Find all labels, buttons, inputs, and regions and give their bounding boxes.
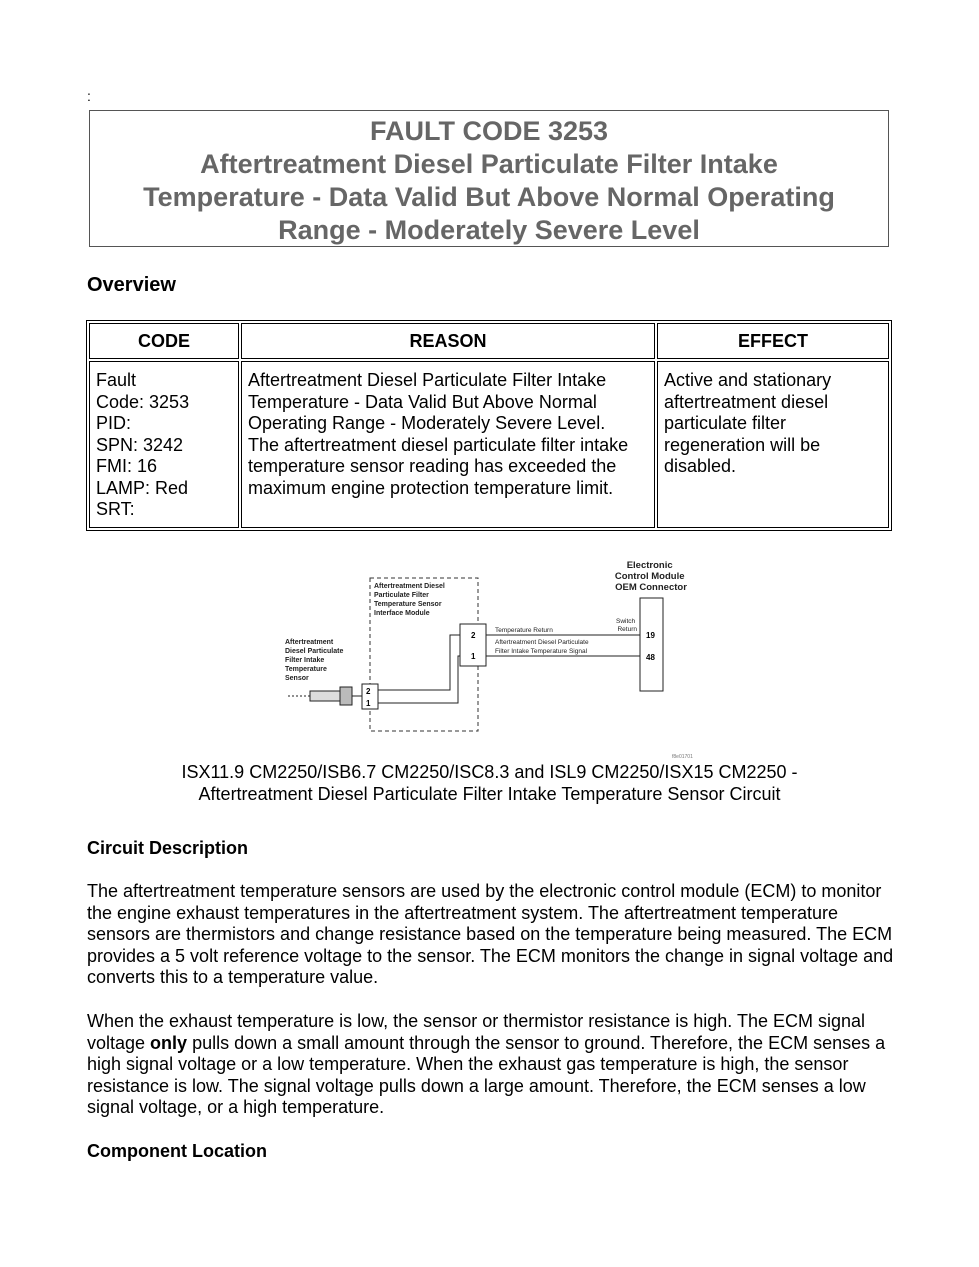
effect-line: aftertreatment diesel — [664, 391, 829, 412]
paragraph-2-text: When the exhaust temperature is low, the sensor or thermistor resistance is high. The ECM signal voltage — [87, 1011, 866, 1053]
code-line: FMI: 16 — [96, 456, 158, 476]
fault-overview-table — [86, 320, 892, 531]
signal-label-line: Filter Intake Temperature Signal — [495, 648, 588, 655]
reason-line: Aftertreatment Diesel Particulate Filter Intake — [248, 370, 607, 390]
interface-label-line: Aftertreatment Diesel — [374, 583, 445, 590]
code-line: Fault — [96, 370, 137, 390]
switch-return-label: Return — [617, 626, 637, 633]
caption-line-2: Aftertreatment Diesel Particulate Filter Intake Temperature Sensor Circuit — [198, 784, 781, 804]
table-header-row — [89, 323, 889, 359]
header-effect: EFFECT — [657, 323, 889, 359]
temperature-sensor-icon — [288, 687, 362, 705]
switch-return-label: Switch — [616, 618, 636, 625]
reason-cell — [241, 361, 655, 528]
code-line: Code: 3253 — [96, 391, 190, 412]
circuit-paragraph-2 — [87, 1011, 897, 1119]
table-row — [89, 361, 889, 528]
pin-48-label: 48 — [646, 653, 655, 662]
effect-line: regeneration will be — [664, 434, 821, 455]
code-line: SRT: — [96, 499, 135, 519]
leading-colon: : — [87, 88, 91, 104]
sensor-label-line: Sensor — [285, 675, 309, 682]
pin-19-label: 19 — [646, 631, 655, 640]
fault-code-title: FAULT CODE 3253 — [369, 116, 609, 146]
ecm-label-line: Control Module — [614, 571, 685, 582]
ecm-label-line: OEM Connector — [615, 582, 687, 593]
circuit-paragraph-1: The aftertreatment temperature sensors are used by the electronic control module (ECM) to monitor the engine exhaust temperatures in the aftertreatment system. The aftertreatment temperature sensors are thermistors and change resistance based on the temperature being measured. The ECM provides a 5 volt reference voltage to the sensor. The ECM monitors the change in signal voltage and converts this to a temperature value. — [87, 881, 894, 988]
ecm-connector — [640, 598, 663, 691]
caption-line-1: ISX11.9 CM2250/ISB6.7 CM2250/ISC8.3 and ISL9 CM2250/ISX15 CM2250 - — [181, 762, 798, 782]
reason-line: The aftertreatment diesel particulate filter intake — [248, 434, 629, 455]
effect-cell — [657, 361, 889, 528]
code-line: LAMP: Red — [96, 477, 189, 498]
ecm-label-line: Electronic — [626, 560, 673, 571]
code-cell — [89, 361, 239, 528]
effect-line: disabled. — [664, 456, 737, 476]
effect-line: Active and stationary — [664, 370, 832, 390]
reason-line: Temperature - Data Valid But Above Normal — [248, 391, 597, 412]
svg-text:Aftertreatment Diesel Part — [285, 639, 345, 682]
sensor-pin-1: 1 — [366, 699, 371, 708]
interface-pin-2: 2 — [471, 631, 476, 640]
circuit-diagram — [280, 556, 700, 766]
reason-line: maximum engine protection temperature limit. — [248, 477, 614, 498]
fault-title-line-4: Range - Moderately Severe Level — [278, 215, 700, 245]
interface-label-line: Interface Module — [374, 610, 430, 617]
sensor-label-line: Filter Intake — [285, 657, 325, 664]
svg-text:Aftertreatment Diesel Part — [374, 583, 447, 617]
code-line: SPN: 3242 — [96, 434, 184, 455]
svg-text:Aftertreatment Diesel Particul — [495, 639, 590, 655]
interface-pin-1: 1 — [471, 652, 476, 661]
interface-label-line: Temperature Sensor — [374, 601, 442, 608]
sensor-label-line: Temperature — [285, 666, 327, 673]
signal-label-line: Aftertreatment Diesel Particulate — [495, 639, 589, 646]
fault-title-box — [89, 110, 889, 247]
svg-text:Switch Return — [616, 618, 637, 633]
sensor-wire-1 — [378, 656, 460, 703]
diagram-caption — [87, 761, 892, 805]
header-code: CODE — [89, 323, 239, 359]
reason-line: temperature sensor reading has exceeded the — [248, 456, 617, 476]
paragraph-2-text-cont: pulls down a small amount through the sensor to ground. Therefore, the ECM senses a high signal voltage or a low temperature. When the exhaust gas temperature is high, the sensor resistance is low. The signal voltage pulls down a large amount. Therefore, the ECM senses a low signal voltage, or a high temperature. — [87, 1032, 886, 1118]
sensor-label-line: Aftertreatment — [285, 639, 334, 646]
fault-title-line-2: Aftertreatment Diesel Particulate Filter Intake — [200, 149, 778, 179]
header-reason: REASON — [241, 323, 655, 359]
sensor-label-line: Diesel Particulate — [285, 648, 344, 655]
code-line: PID: — [96, 413, 132, 433]
sensor-pin-2: 2 — [366, 687, 371, 696]
effect-line: particulate filter — [664, 413, 787, 433]
interface-label-line: Particulate Filter — [374, 592, 429, 599]
overview-heading: Overview — [87, 274, 176, 296]
circuit-description-heading: Circuit Description — [87, 838, 249, 858]
reason-line: Operating Range - Moderately Severe Level. — [248, 413, 606, 433]
component-location-heading: Component Location — [87, 1141, 267, 1161]
sensor-wire-2 — [378, 635, 460, 690]
emphasis-only: only — [150, 1032, 188, 1053]
figure-id: f8e01701 — [672, 754, 693, 760]
svg-text:Electronic Control Module — [615, 560, 687, 593]
temperature-return-label: Temperature Return — [495, 627, 553, 634]
fault-title-line-3: Temperature - Data Valid But Above Normal Operating — [143, 182, 835, 212]
